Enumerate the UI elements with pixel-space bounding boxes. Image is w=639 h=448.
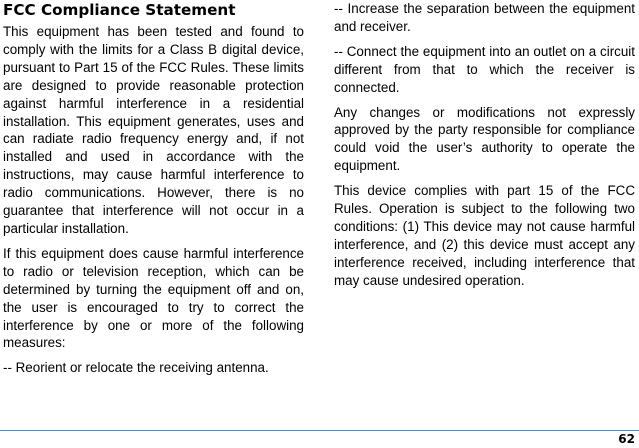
page-number: 62	[618, 432, 635, 446]
left-column	[3, 0, 304, 384]
right-column	[334, 0, 635, 297]
paragraph-fcc-intro: This equipment has been tested and found to comply with the limits for a Class B digital device, pursuant to Part 15 of the FCC Rules. These limits are designed to provide reasonable protection against harmful interference in a residential installation. This equipment generates, uses and can radiate radio frequency energy and, if not installed and used in accordance with the instructions, may cause harmful interference to radio communications. However, there is no guarantee that interference will not occur in a particular installation.	[3, 24, 304, 236]
footer-divider	[0, 430, 639, 431]
section-heading: FCC Compliance Statement	[3, 1, 236, 19]
list-item-reorient-antenna: -- Reorient or relocate the receiving antenna.	[3, 360, 269, 376]
paragraph-part15-conditions: This device complies with part 15 of the FCC Rules. Operation is subject to the following two conditions: (1) This device may not cause harmful interference, and (2) this device must accept any interference received, including interference that may cause undesired operation.	[334, 183, 635, 288]
list-item-increase-separation: -- Increase the separation between the equipment and receiver.	[334, 1, 635, 34]
list-item-different-circuit: -- Connect the equipment into an outlet on a circuit different from that to which the receiver is connected.	[334, 43, 635, 95]
paragraph-modifications-warning: Any changes or modifications not expressly approved by the party responsible for compliance could void the user’s authority to operate the equipment.	[334, 104, 635, 174]
paragraph-interference-remedy: If this equipment does cause harmful interference to radio or television reception, which can be determined by turning the equipment off and on, the user is encouraged to try to correct the interference by one or more of the following measures:	[3, 245, 304, 351]
